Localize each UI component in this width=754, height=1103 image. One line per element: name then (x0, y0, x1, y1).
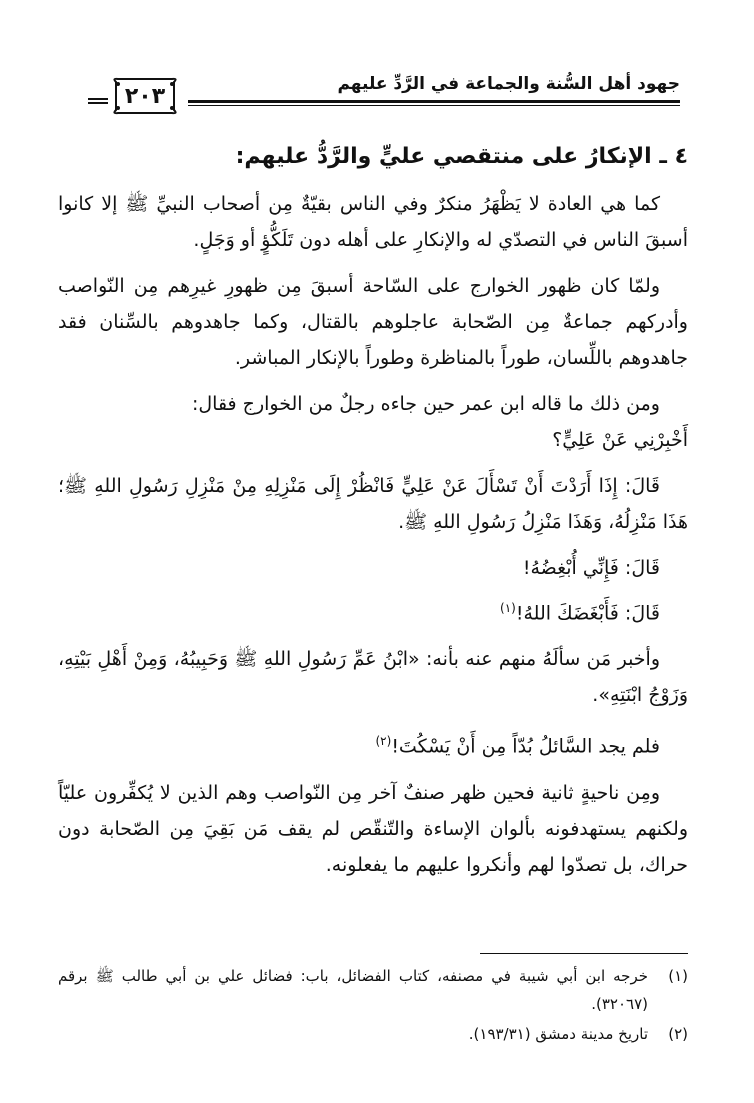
header-rule-thin (188, 105, 680, 106)
page-body (58, 138, 688, 893)
paragraph-3-intro: ومن ذلك ما قاله ابن عمر حين جاءه رجلٌ من الخوارج فقال: (191, 393, 660, 415)
page-header (88, 62, 680, 122)
running-title: جهود أهل السُّنة والجماعة في الرَّدِّ عليهم (337, 74, 680, 94)
page-number-lines (88, 98, 108, 108)
footnote-number: (١) (668, 967, 688, 985)
paragraph-7: وأخبر مَن سألَهُ منهم عنه بأنه: «ابْنُ عَمِّ رَسُولِ اللهِ ﷺ وَحَبِيبُهُ، وَمِنْ أَهْلِ بَيْتِهِ، وَزَوْجُ ابْنَتِهِ». (58, 648, 688, 707)
footnote-ref-1: (١) (500, 601, 516, 615)
footnotes (58, 962, 688, 1050)
paragraph-4: قَالَ: إِذَا أَرَدْتَ أَنْ تَسْأَلَ عَنْ عَلِيٍّ فَانْظُرْ إِلَى مَنْزِلِهِ مِنْ مَنْزِلِ رَسُولِ اللهِ ﷺ؛ هَذَا مَنْزِلُهُ، وَهَذَا مَنْزِلُ رَسُولِ اللهِ ﷺ. (58, 475, 688, 533)
page-number: ٢٠٣ (124, 83, 166, 109)
paragraph-2: ولمّا كان ظهور الخوارج على السّاحة أسبقَ مِن ظهورِ غيرِهم مِن النّواصب وأدركهم جماعةٌ مِن الصّحابة عاجلوهم بالقتال، وكما جاهدوهم بالسِّنان فقد جاهدوهم باللِّسان، طوراً بالمناظرة وطوراً بالإنكار المباشر. (58, 275, 688, 369)
paragraph-8-text: فلم يجد السَّائلُ بُدّاً مِن أَنْ يَسْكُتَ! (391, 735, 660, 758)
footnote-text: تاريخ مدينة دمشق (١٩٣/٣١). (468, 1025, 648, 1043)
footnote-ref-2: (٢) (375, 734, 392, 749)
section-heading: ٤ ـ الإنكارُ على منتقصي عليٍّ والرَّدُّ عليهم: (235, 144, 688, 169)
header-rule-thick (188, 100, 680, 103)
paragraph-3-quote: أَخْبِرْنِي عَنْ عَلِيٍّ؟ (552, 429, 688, 451)
paragraph-6-text: قَالَ: فَأَبْغَضَكَ اللهُ! (515, 602, 660, 625)
footnote-1 (58, 962, 688, 1018)
paragraph-1: كما هي العادة لا يَظْهَرُ منكرٌ وفي الناس بقيّةٌ مِن أصحاب النبيِّ ﷺ إلا كانوا أسبقَ الناس في التصدّي له والإنكارِ على أهله دون تَلَكُّؤٍ أو وَجَلٍ. (58, 193, 688, 251)
paragraph-5: قَالَ: فَإِنِّي أُبْغِضُهُ! (522, 557, 660, 579)
paragraph-8 (58, 723, 688, 764)
footnote-text: خرجه ابن أبي شيبة في مصنفه، كتاب الفضائل، باب: فضائل علي بن أبي طالب ﷺ برقم (٣٢٠٦٧). (58, 967, 648, 1013)
footnote-2 (58, 1020, 688, 1048)
paragraph-9: ومِن ناحيةٍ ثانية فحين ظهر صنفٌ آخر مِن النّواصب وهم الذين لا يُكفِّرون عليّاً ولكنهم يستهدفونه بألوان الإساءة والتّنقّص لم يقف مَن بَقِيَ مِن الصّحابة دون حراك، بل تصدّوا لهم وأنكروا عليهم ما يفعلونه. (58, 781, 688, 876)
page-number-frame (110, 76, 180, 116)
footnote-number: (٢) (668, 1025, 688, 1043)
paragraph-6 (58, 590, 688, 631)
footnote-separator (480, 953, 688, 954)
